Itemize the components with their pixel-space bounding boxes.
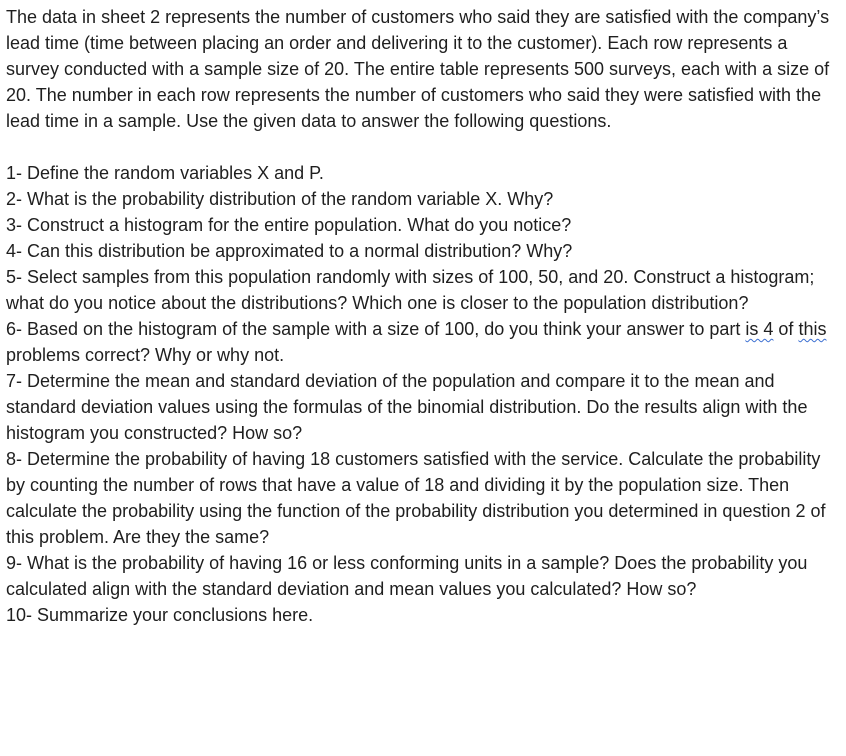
question-9: 9- What is the probability of having 16 or less conforming units in a sample? Does the probability you calculated align with the standard deviation and mean values you calculated? How so? bbox=[6, 553, 808, 599]
question-6-text-start: 6- Based on the histogram of the sample with a size of 100, do you think your answer to part bbox=[6, 319, 746, 339]
question-7: 7- Determine the mean and standard deviation of the population and compare it to the mean and standard deviation values using the formulas of the binomial distribution. Do the results align with the histogram you constructed? How so? bbox=[6, 371, 808, 443]
question-3: 3- Construct a histogram for the entire population. What do you notice? bbox=[6, 215, 572, 235]
document-body bbox=[6, 4, 842, 628]
question-10: 10- Summarize your conclusions here. bbox=[6, 605, 314, 625]
question-6-text-mid: of bbox=[773, 319, 799, 339]
question-5: 5- Select samples from this population randomly with sizes of 100, 50, and 20. Construct a histogram; what do you notice about the distributions? Which one is closer to the population distribution? bbox=[6, 267, 815, 313]
question-6-text-end: problems correct? Why or why not. bbox=[6, 345, 285, 365]
grammar-flag-this[interactable]: this bbox=[798, 319, 827, 339]
question-2: 2- What is the probability distribution of the random variable X. Why? bbox=[6, 189, 554, 209]
intro-paragraph: The data in sheet 2 represents the number of customers who said they are satisfied with the company’s lead time (time between placing an order and delivering it to the customer). Each row represents a survey conducted with a sample size of 20. The entire table represents 500 surveys, each with a size of 20. The number in each row represents the number of customers who said they were satisfied with the lead time in a sample. Use the given data to answer the following questions. bbox=[6, 7, 830, 131]
question-8: 8- Determine the probability of having 18 customers satisfied with the service. Calculate the probability by counting the number of rows that have a value of 18 and dividing it by the population size. Then calculate the probability using the function of the probability distribution you determined in question 2 of this problem. Are they the same? bbox=[6, 449, 826, 547]
question-6 bbox=[6, 316, 842, 368]
grammar-flag-is-4[interactable]: is 4 bbox=[745, 319, 774, 339]
question-1: 1- Define the random variables X and P. bbox=[6, 163, 324, 183]
blank-line bbox=[6, 134, 842, 160]
question-4: 4- Can this distribution be approximated to a normal distribution? Why? bbox=[6, 241, 573, 261]
